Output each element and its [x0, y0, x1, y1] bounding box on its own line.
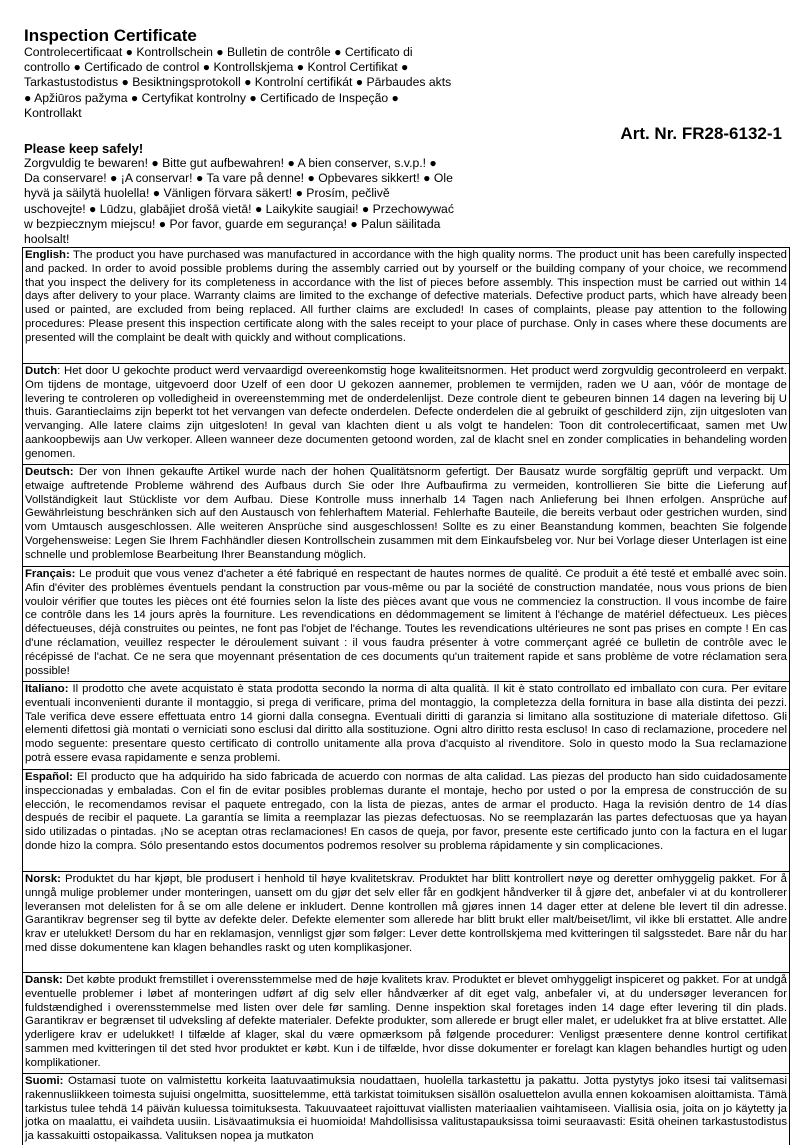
- section-lang-label: Deutsch:: [25, 466, 74, 478]
- section-lang-label: Français:: [25, 568, 76, 580]
- section-espanol: [23, 770, 789, 872]
- section-lang-label: Español:: [25, 771, 73, 783]
- section-text: El producto que ha adquirido ha sido fabricada de acuerdo con normas de alta calidad. Las piezas del producto han sido cuidadosamente inspeccionadas y embaladas. Con el fin de evitar posibles problemas durante el montaje, hecho por usted o por la empresa de construcción de su elección, le recomendamos revisar el paquete entregado, con la lista de piezas, antes de armar el producto. Haga la revisión dentro de 14 días después de recibir el paquete. La garantía se limita a reemplazar las piezas defectuosas. No se reemplazarán las partes defectuosas que ya hayan sido utilizadas o pintadas. ¡No se aceptan otras reclamaciones! En casos de queja, por favor, presente este certificado junto con la factura en el lugar donde hizo la compra. Sólo presentando estos documentos podremos resolver su problema rápidamente y sin complicaciones.: [25, 771, 787, 852]
- article-number: Art. Nr. FR28-6132-1: [620, 124, 782, 143]
- section-lang-label: Dansk:: [25, 974, 63, 986]
- section-english: [23, 248, 789, 364]
- keep-safely-translations: Zorgvuldig te bewaren! ● Bitte gut aufbewahren! ● A bien conserver, s.v.p.! ● Da conservare! ● ¡A conservar! ● Ta vare på denne! ● Opbevares sikkert! ● Ole hyvä ja säilytä huolella! ● Vänligen förvara säkert! ● Prosím, pečlivě uschovejte! ● Lūdzu, glabājiet drošā vietā! ● Laikykite saugiai! ● Przechowywać w bezpiecznym miejscu! ● Por favor, guarde em segurança! ● Palun säilitada hoolsalt!: [24, 156, 454, 247]
- section-francais: [23, 567, 789, 682]
- section-dansk: [23, 973, 789, 1074]
- section-suomi: [23, 1074, 789, 1145]
- section-text: Il prodotto che avete acquistato è stata prodotta secondo la norma di alta qualità. Il kit è stato controllato ed imballato con cura. Per evitare eventuali inconvenienti durante il montaggio, si prega di verificare, prima del montaggio, la completezza della fornitura in base alla distinta dei pezzi. Tale verifica deve essere effettuata entro 14 giorni dalla consegna. Eventuali diritti di garanzia si limitano alla sostituzione di materiale difettoso. Gli elementi difettosi già montati o verniciati sono esclusi dal diritto alla sostituzione. Ogni altro diritto resta escluso! In caso di reclamazione, procedere nel modo seguente: presentare questo certificato di controllo unitamente alla prova d'acquisto al rivenditore. Solo in questo modo la Sua reclamazione potrà essere evasa rapidamente e senza problemi.: [25, 683, 787, 764]
- section-lang-label: Dutch: [25, 365, 58, 377]
- section-text: Der von Ihnen gekaufte Artikel wurde nach der hohen Qualitätsnorm gefertigt. Der Bausatz wurde sorgfältig geprüft und verpackt. Um etwaige auftretende Probleme während des Aufbaus durch Sie oder Ihre Aufbaufirma zu vermeiden, kontrollieren Sie bitte die Lieferung auf Vollständigkeit laut Stückliste vor dem Aufbau. Diese Kontrolle muss innerhalb 14 Tagen nach Anlieferung bei Ihnen erfolgen. Ansprüche auf Gewährleistung beschränken sich auf den Austausch von fehlerhaftem Material. Fehlerhafte Bauteile, die bereits verbaut oder gestrichen wurden, sind vom Umtausch ausgeschlossen. Alle weiteren Ansprüche sind ausgeschlossen! Sollte es zu einer Beanstandung kommen, beachten Sie folgende Vorgehensweise: Legen Sie Ihrem Fachhändler diesen Kontrollschein zusammen mit dem Einkaufsbeleg vor. Nur bei Vorlage dieser Unterlagen ist eine schnelle und problemlose Bearbeitung Ihrer Beanstandung möglich.: [25, 466, 787, 561]
- section-text: The product you have purchased was manufactured in accordance with the high quality norms. The product unit has been carefully inspected and packed. In order to avoid possible problems during the assembly carried out by yourself or the building company of your choice, we recommend that you inspect the delivery for its completeness in accordance with the list of pieces before assembly. This inspection must be carried out within 14 days after delivery to your place. Warranty claims are limited to the exchange of defective materials. Defective product parts, which have already been used or painted, are excluded from being replaced. All further claims are excluded! In cases of complaints, please pay attention to the following procedures: Please present this inspection certificate along with the sales receipt to your place of purchase. Only in cases where these documents are presented will the complaint be dealt with quickly and without complications.: [25, 249, 787, 344]
- section-lang-label: English:: [25, 249, 70, 261]
- page-title: Inspection Certificate: [24, 26, 197, 45]
- title-translations: Controlecertificaat ● Kontrollschein ● Bulletin de contrôle ● Certificato di controllo ● Certificado de control ● Kontrollskjema ● Kontrol Certifikat ● Tarkastustodistus ● Besiktningsprotokoll ● Kontrolní certifikát ● Pārbaudes akts ● Apžiūros pažyma ● Certyfikat kontrolny ● Certificado de Inspeção ● Kontrollakt: [24, 45, 452, 120]
- section-dutch: [23, 364, 789, 465]
- section-lang-label: Norsk:: [25, 873, 61, 885]
- section-text: Produktet du har kjøpt, ble produsert i henhold til høye kvalitetskrav. Produktet har blitt kontrollert nøye og deretter omhyggelig pakket. For å unngå mulige problemer under monteringen, uansett om du gjør det selv eller får en godkjent håndverker til å gjøre det, anbefaler vi at du kontrollerer leveransen mot delelisten for å se om alle delene er inkludert. Denne kontrollen må gjøres innen 14 dager etter at delene ble levert til din adresse. Garantikrav begrenser seg til bytte av defekte deler. Defekte elementer som allerede har blitt brukt eller malt/beiset/limt, vil ikke bli erstattet. Alle andre krav er utelukket! Dersom du har en reklamasjon, vennligst gjør som følger: Lever dette kontrollskjema med kvitteringen til salgsstedet. Bare når du har med disse dokumentene kan klagen behandles raskt og uten komplikasjoner.: [25, 873, 787, 954]
- language-sections: [22, 247, 790, 1145]
- section-text: Det købte produkt fremstillet i overensstemmelse med de høje kvalitets krav. Produktet er blevet omhyggeligt inspiceret og pakket. For at undgå eventuelle problemer i løbet af monteringen udført af dig selv eller håndværker af dit eget valg, anbefaler vi, at du undersøger leverancen for fuldstændighed i overensstemmelse med listen over dele før samling. Denne inspektion skal foretages inden 14 dage efter levering til din plads. Garantikrav er begrænset til udveksling af defekte materialer. Defekte produkter, som allerede er brugt eller malet, er udelukket fra at blive erstattet. Alle yderligere krav er udelukket! I tilfælde af klager, skal du være opmærksom på følgende procedurer: Venligst præsentere denne kontrol certifikat sammen med kvitteringen til det sted hvor produktet er købt. Kun i de tilfælde, hvor disse dokumenter er forelagt kan klagen behandles hurtigt og uden komplikationer.: [25, 974, 787, 1069]
- section-norsk: [23, 872, 789, 973]
- section-text: Le produit que vous venez d'acheter a été fabriqué en respectant de hautes normes de qualité. Ce produit a été testé et emballé avec soin. Afin d'éviter des problèmes éventuels pendant la construction par vous-même ou par la société de construction mandatée, nous vous prions de bien vouloir vérifier que toutes les pièces ont été fournies selon la liste des pièces avant que vous ne commenciez la construction. Il vous incombe de faire ce contrôle dans les 14 jours après la fourniture. Les revendications en dédommagement se limitent à l'échange de matériel défectueux. Les pièces défectueuses, déjà construites ou peintes, ne font pas l'objet de l'échange. Toutes les revendications ultérieures ne sont pas prises en compte ! En cas d'une réclamation, veuillez respecter le déroulement suivant : il vous faudra présenter à votre commerçant agréé ce bulletin de contrôle avec le récépissé de l'achat. Ce ne sera que moyennant présentation de ces documents qu'un traitement rapide et sans problème de votre réclamation sera possible!: [25, 568, 787, 677]
- section-italiano: [23, 682, 789, 770]
- keep-safely-heading: Please keep safely!: [24, 141, 144, 156]
- section-text: Ostamasi tuote on valmistettu korkeita laatuvaatimuksia noudattaen, huolella tarkastettu ja pakattu. Jotta pystytys joko itsesi tai valitsemasi rakennusliikkeen toimesta sujuisi ongelmitta, suosittelemme, että tarkistat toimituksen sisällön osaluettelon avulla ennen kokoamisen aloittamista. Tämä tarkistus tulee tehdä 14 päivän kuluessa toimituksesta. Takuuvaateet rajoittuvat viallisten materiaalien vaihtamiseen. Viallisia osia, joita on jo käytetty ja jotka on maalattu, ei vaihdeta uusiin. Lisävaatimuksia ei huomioida! Mahdollisissa valitustapauksissa toimi seuraavasti: Esitä oheinen tarkastustodistus ja kassakuitti ostopaikassa. Valituksen nopea ja mutkaton: [25, 1075, 787, 1143]
- section-text: : Het door U gekochte product werd vervaardigd overeenkomstig hoge kwaliteitsnormen. Het product werd zorgvuldig gecontroleerd en verpakt. Om tijdens de montage, uitgevoerd door Uzelf of een door U gekozen aannemer, problemen te vermijden, raden we U aan, vóór de montage de levering te controleren op volledigheid in overeenstemming met de onderdelenlijst. Deze controle dient te gebeuren binnen 14 dagen na levering bij U thuis. Garantieclaims zijn beperkt tot het vervangen van defecte onderdelen. Defecte onderdelen die al gebruikt of geschilderd zijn, zijn uitgesloten van vervanging. Alle latere claims zijn uitgesloten! In geval van klachten dient u als volgt te handelen: Toon dit controlecertificaat, samen met Uw aankoopbewijs aan Uw verkoper. Alleen wanneer deze documenten getoond worden, zal de klacht snel en zonder complicaties in behandeling worden genomen.: [25, 365, 787, 460]
- section-deutsch: [23, 465, 789, 567]
- section-lang-label: Italiano:: [25, 683, 69, 695]
- section-lang-label: Suomi:: [25, 1075, 64, 1087]
